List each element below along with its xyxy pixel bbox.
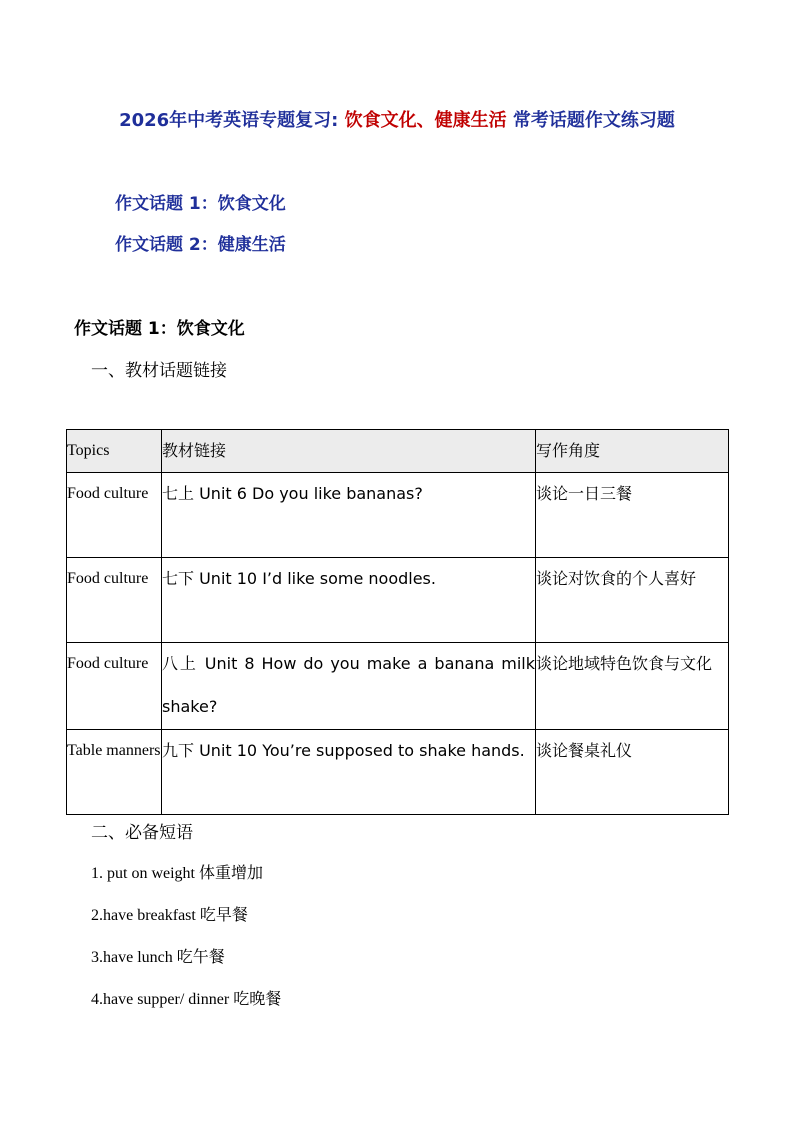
table-row [67, 643, 729, 730]
toc-item-1[interactable]: 作文话题 1：饮食文化 [115, 194, 286, 214]
phrase-item [91, 860, 263, 883]
table-row [67, 473, 729, 558]
table-row [67, 730, 729, 815]
cell-topic: Food culture [67, 558, 162, 643]
document-title [0, 106, 794, 132]
section-title: 作文话题 1：饮食文化 [74, 319, 245, 339]
cell-link: 八上 Unit 8 How do you make a banana milk shake? [162, 643, 536, 730]
phrase-cn: 吃午餐 [176, 947, 225, 966]
title-part-1: 2026年中考英语专题复习: [119, 110, 345, 131]
subheading-key-phrases: 二、必备短语 [91, 823, 193, 843]
phrase-item [91, 944, 225, 967]
table-row [67, 558, 729, 643]
phrase-cn: 吃早餐 [199, 905, 248, 924]
cell-angle: 谈论地域特色饮食与文化 [536, 643, 729, 730]
cell-topic: Food culture [67, 473, 162, 558]
cell-link: 七上 Unit 6 Do you like bananas? [162, 473, 536, 558]
phrase-cn: 体重增加 [199, 863, 264, 882]
phrase-item [91, 986, 281, 1009]
phrase-en: 2.have breakfast [91, 907, 200, 924]
topics-table [66, 429, 729, 815]
phrase-item [91, 902, 248, 925]
header-textbook-link: 教材链接 [162, 430, 536, 473]
cell-topic: Table manners [67, 730, 162, 815]
subheading-textbook-links: 一、教材话题链接 [91, 361, 227, 381]
phrase-en: 3.have lunch [91, 949, 177, 966]
title-part-2: 饮食文化、健康生活 [344, 110, 507, 131]
cell-link: 七下 Unit 10 I’d like some noodles. [162, 558, 536, 643]
header-writing-angle: 写作角度 [536, 430, 729, 473]
cell-angle: 谈论一日三餐 [536, 473, 729, 558]
phrase-cn: 吃晚餐 [233, 989, 282, 1008]
phrase-en: 1. put on weight [91, 865, 199, 882]
phrase-en: 4.have supper/ dinner [91, 991, 234, 1008]
cell-angle: 谈论对饮食的个人喜好 [536, 558, 729, 643]
header-topics: Topics [67, 430, 162, 473]
title-part-3: 常考话题作文练习题 [506, 110, 675, 131]
table-header-row [67, 430, 729, 473]
cell-link: 九下 Unit 10 You’re supposed to shake hands. [162, 730, 536, 815]
cell-angle: 谈论餐桌礼仪 [536, 730, 729, 815]
toc-item-2[interactable]: 作文话题 2：健康生活 [115, 235, 286, 255]
cell-topic: Food culture [67, 643, 162, 730]
